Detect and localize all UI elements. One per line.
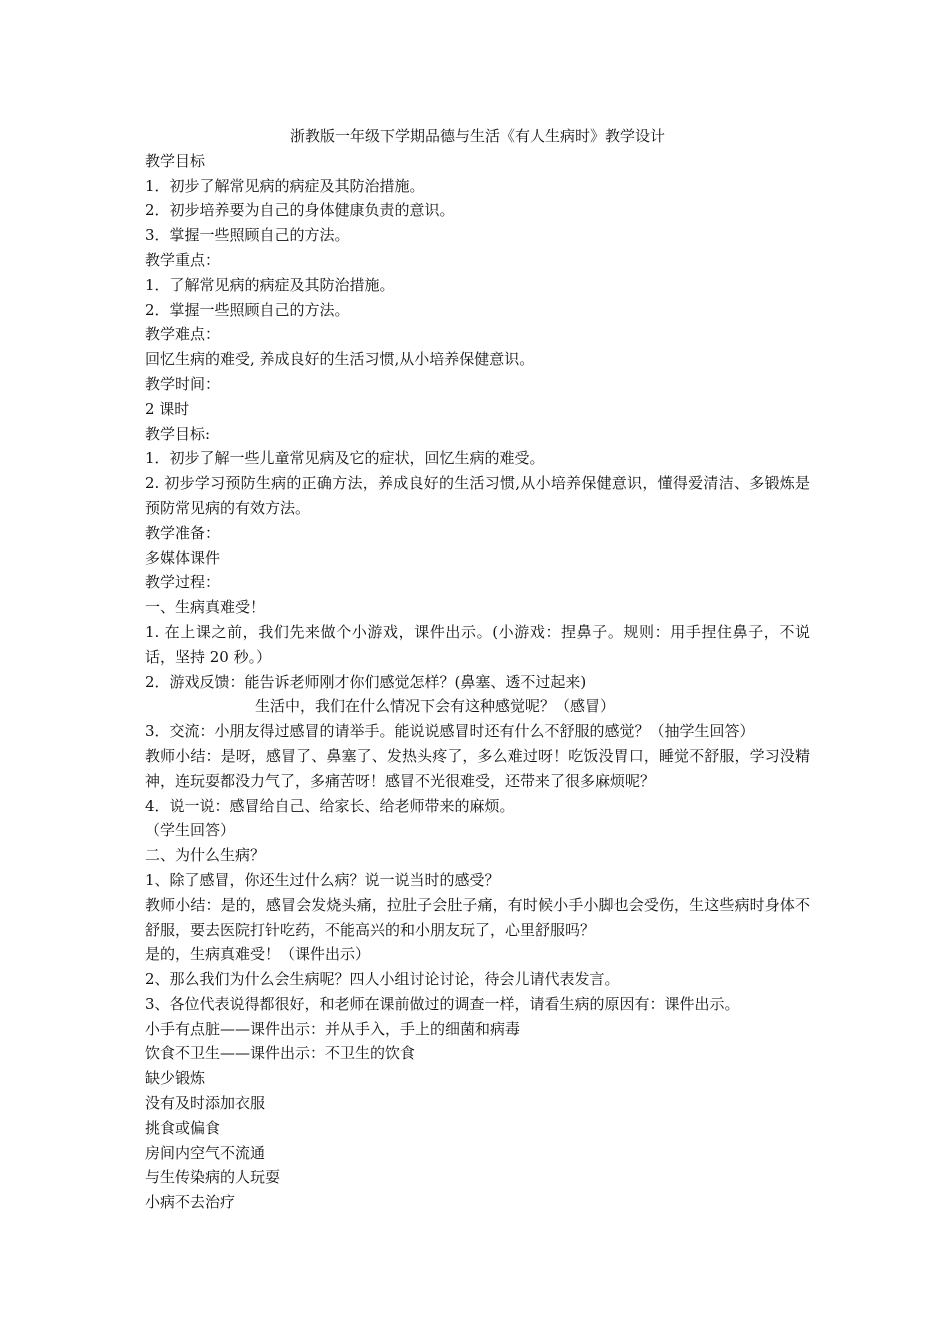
list-item: 房间内空气不流通 — [145, 1143, 266, 1162]
subsection-heading: 二、为什么生病？ — [145, 846, 266, 865]
paragraph-line: 1．了解常见病的病症及其防治措施。 — [145, 275, 395, 294]
list-item: 与生传染病的人玩耍 — [145, 1168, 281, 1187]
paragraph-line: 是的，生病真难受！（课件出示） — [145, 945, 371, 964]
list-item: 挑食或偏食 — [145, 1118, 221, 1137]
section-heading: 教学过程： — [145, 573, 221, 592]
section-heading: 教学时间： — [145, 374, 221, 393]
paragraph-line: 2．掌握一些照顾自己的方法。 — [145, 300, 350, 319]
paragraph-line: 2、那么我们为什么会生病呢？四人小组讨论讨论，待会儿请代表发言。 — [145, 970, 620, 989]
paragraph-line: 多媒体课件 — [145, 548, 221, 567]
list-item: 没有及时添加衣服 — [145, 1094, 266, 1113]
list-item: 饮食不卫生——课件出示：不卫生的饮食 — [145, 1044, 416, 1063]
list-item: 缺少锻炼 — [145, 1069, 206, 1088]
paragraph: 教师小结：是呀，感冒了、鼻塞了、发热头疼了，多么难过呀！吃饭没胃口，睡觉不舒服，学习没精神，连玩耍都没力气了，多痛苦呀！感冒不光很难受，还带来了很多麻烦呢？ — [145, 746, 810, 790]
paragraph-line: 生活中，我们在什么情况下会有这种感觉呢？（感冒） — [255, 697, 616, 716]
document-body — [145, 124, 810, 1215]
section-heading: 教学重点： — [145, 250, 221, 269]
paragraph-line: 3．交流：小朋友得过感冒的请举手。能说说感冒时还有什么不舒服的感觉？（抽学生回答） — [145, 722, 755, 741]
section-heading: 教学目标: — [145, 424, 211, 443]
paragraph-line: 回忆生病的难受, 养成良好的生活习惯,从小培养保健意识。 — [145, 350, 535, 369]
paragraph-line: 1、除了感冒，你还生过什么病？说一说当时的感受？ — [145, 870, 500, 889]
paragraph-line: 2．初步培养要为自己的身体健康负责的意识。 — [145, 201, 455, 220]
paragraph: 2. 初步学习预防生病的正确方法，养成良好的生活习惯,从小培养保健意识，懂得爱清洁、多锻炼是预防常见病的有效方法。 — [145, 474, 810, 517]
section-heading: 教学难点： — [145, 325, 221, 344]
document-title: 浙教版一年级下学期品德与生活《有人生病时》教学设计 — [289, 127, 665, 145]
paragraph-line: 1．初步了解常见病的病症及其防治措施。 — [145, 176, 425, 195]
paragraph-line: 1．初步了解一些儿童常见病及它的症状，回忆生病的难受。 — [145, 449, 545, 468]
paragraph-line: 4．说一说：感冒给自己、给家长、给老师带来的麻烦。 — [145, 796, 515, 815]
paragraph-line: 3、各位代表说得都很好，和老师在课前做过的调查一样，请看生病的原因有：课件出示。 — [145, 994, 740, 1013]
section-heading: 教学准备： — [145, 523, 221, 542]
paragraph-line: 3．掌握一些照顾自己的方法。 — [145, 226, 350, 245]
paragraph-line: （学生回答） — [145, 821, 236, 840]
list-item: 小病不去治疗 — [145, 1193, 236, 1212]
list-item: 小手有点脏——课件出示：并从手入，手上的细菌和病毒 — [145, 1019, 521, 1038]
paragraph-line: 2．游戏反馈：能告诉老师刚才你们感觉怎样？(鼻塞、透不过起来) — [145, 672, 587, 691]
section-heading: 教学目标 — [145, 151, 206, 170]
paragraph: 教师小结：是的，感冒会发烧头痛，拉肚子会肚子痛，有时候小手小脚也会受伤，生这些病时身体不舒服，要去医院打针吃药，不能高兴的和小朋友玩了，心里舒服吗？ — [145, 895, 810, 939]
paragraph: 1. 在上课之前，我们先来做个小游戏，课件出示。(小游戏：捏鼻子。规则：用手捏住鼻子，不说话，坚持 20 秒。） — [145, 622, 810, 666]
subsection-heading: 一、生病真难受！ — [145, 598, 266, 617]
paragraph-line: 2 课时 — [145, 399, 190, 418]
